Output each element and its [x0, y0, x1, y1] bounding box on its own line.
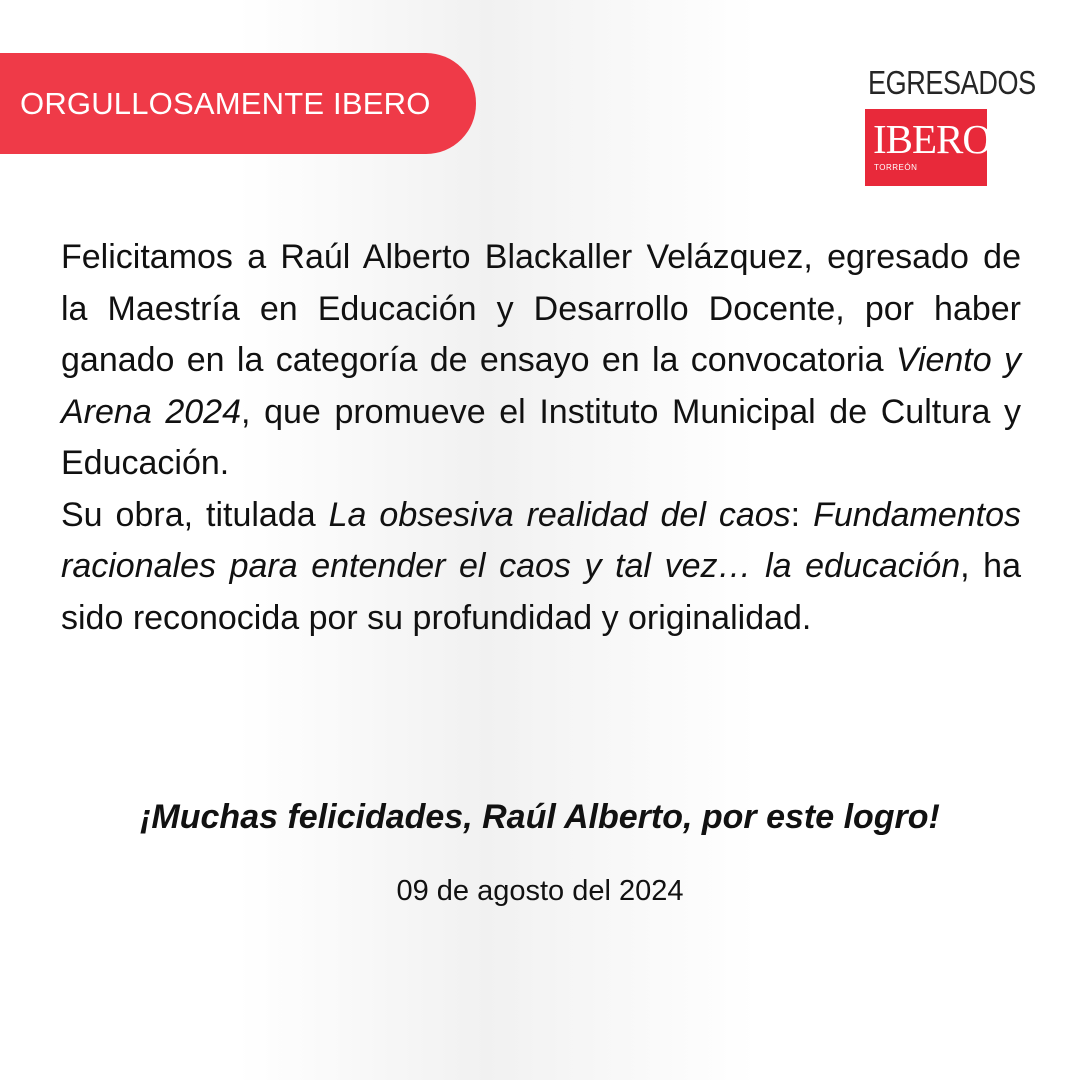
logo-top-text: EGRESADOS — [868, 64, 1036, 101]
announcement-paragraph-2 — [61, 490, 1021, 645]
work-subtitle: Fundamentos racionales para entender el caos y tal vez… la educación — [61, 495, 1021, 585]
paragraph-2-text-b: , ha sido reconocida por su profundidad y originalidad. — [61, 547, 1021, 637]
announcement-paragraph-1 — [61, 232, 1021, 490]
announcement-body — [61, 232, 1021, 644]
closing-message: ¡Muchas felicidades, Raúl Alberto, por este logro! — [140, 798, 940, 836]
logo-red-box — [865, 109, 991, 186]
paragraph-1-text-a: Felicitamos a Raúl Alberto Blackaller Velázquez, egresado de la Maestría en Educación y Desarrollo Docente, por haber ganado en la categoría de ensayo en la convocatoria — [61, 238, 1021, 379]
contest-name: Viento y Arena 2024 — [61, 341, 1021, 431]
header-tag-label: ORGULLOSAMENTE IBERO — [20, 85, 431, 121]
egresados-ibero-logo — [864, 64, 1036, 186]
header-tag — [0, 53, 476, 154]
paragraph-1-text-b: , que promueve el Instituto Municipal de Cultura y Educación. — [61, 392, 1021, 482]
paragraph-2-text-a: Su obra, titulada — [61, 495, 329, 534]
logo-main-text: IBERO — [873, 116, 991, 162]
work-title-colon: : — [790, 495, 814, 534]
logo-sub-text: TORREÓN — [874, 163, 918, 172]
work-title: La obsesiva realidad del caos — [328, 495, 791, 534]
announcement-date: 09 de agosto del 2024 — [396, 875, 684, 907]
